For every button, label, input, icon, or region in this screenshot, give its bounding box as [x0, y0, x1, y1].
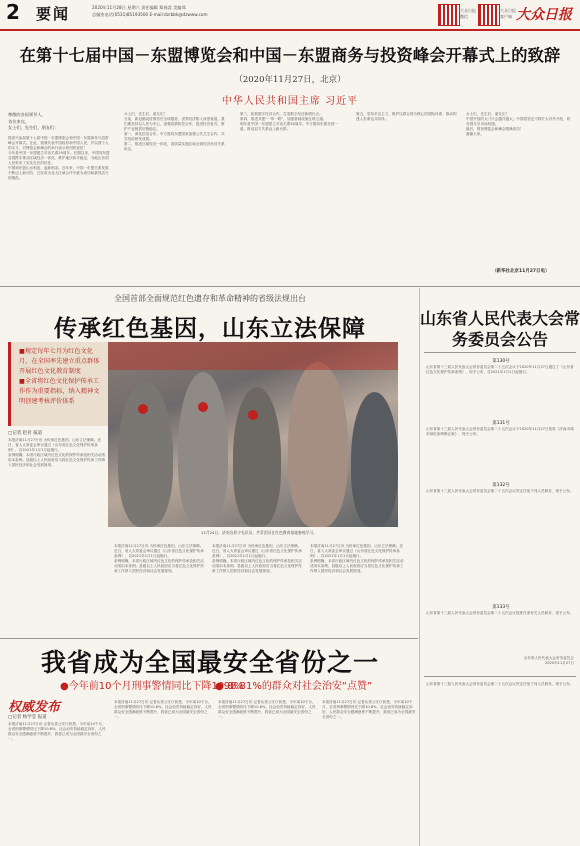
column-divider: [419, 288, 420, 846]
main-body-col5: 女士们、先生们、朋友们！ 中国开放的大门只会越开越大。中国将坚定不移扩大对外开放，同各国分享市场机遇。 最后，预祝博览会和峰会圆满成功！ 谢谢大家。: [466, 112, 571, 136]
notice-number: 第130号: [492, 359, 510, 364]
notice-text: 山东省第十三届人民代表大会常务委员会第二十五次会议于2020年11月27日通过了《山东省红色文化保护传承条例》，现予公布，自2021年1月1日起施行。: [426, 365, 574, 374]
main-date: （2020年11月27日，北京）: [234, 75, 346, 85]
sidebar-rule: [424, 676, 576, 677]
law-callout-text: ■规定每年七月为红色文化月，在全国率先建立重点群体开展红色文化教育制度 ■全省将红色文化保护传承工作作为重要指标，纳入精神文明创建考核评价体系: [19, 348, 100, 405]
safety-body-col2: 本报济南11月27日讯 记者从省公安厅获悉，今年前10个月，全省刑事警情同比下降10.8%，社会治安持续稳定向好，人民群众安全感满意度不断提升，我省已成为全国最安全省份之一。: [114, 700, 212, 719]
main-author: 中华人民共和国主席 习近平: [221, 96, 359, 107]
law-byline: □记者 赵君 报道: [8, 431, 43, 436]
column-logo: 权威发布: [8, 700, 61, 715]
qr-label: 大众日报客户端: [500, 8, 516, 19]
section-divider: [0, 286, 580, 287]
salutation: 尊敬的各国领导人， 各位来宾， 女士们，先生们，朋友们：: [8, 112, 59, 130]
law-body-col4: 本报济南11月27日讯 为传承红色基因，山东立法保障。近日，省人大常委会审议通过《山东省红色文化保护传承条例》，自2021年1月1日起施行。 条例明确，本省行政区域内红色文化的保护传承及相关活动适用本条例。县级以上人民政府应当将红色文化保护传承工作纳入国民经济和社会发展规划。: [310, 544, 404, 573]
notice-number: 第133号: [492, 605, 510, 610]
newspaper-logo: 大众日报: [516, 7, 572, 23]
source-note: （新华社北京11月27日电）: [492, 269, 550, 274]
page-number: 2: [6, 0, 20, 24]
qr-code-icon: [438, 4, 460, 26]
sidebar-extra-text: 山东省第十三届人民代表大会常务委员会第二十五次会议决定任免下列人员职务，现予公布。: [426, 682, 574, 686]
law-body-col2: 本报济南11月27日讯 为传承红色基因，山东立法保障。近日，省人大常委会审议通过《山东省红色文化保护传承条例》，自2021年1月1日起施行。 条例明确，本省行政区域内红色文化的保护传承及相关活动适用本条例。县级以上人民政府应当将红色文化保护传承工作纳入国民经济和社会发展规划。: [114, 544, 204, 573]
sidebar-title: 山东省人民代表大会常务委员会公告: [420, 309, 580, 349]
law-body-col1: 本报济南11月27日讯 为传承红色基因，山东立法保障。近日，省人大常委会审议通过《山东省红色文化保护传承条例》，自2021年1月1日起施行。 条例明确，本省行政区域内红色文化的保护传承及相关活动适用本条例。县级以上人民政府应当将红色文化保护传承工作纳入国民经济和社会发展规划。: [8, 438, 106, 467]
main-body-col4: 第五，坚持多边主义，维护以联合国为核心的国际体系，推动构建人类命运共同体。: [356, 112, 457, 121]
main-body-col1: 很高兴参加第十七届中国－东盟博览会和中国－东盟商务与投资峰会开幕式。在此，我谨代表中国政府和中国人民，并以我个人的名义，对博览会和峰会的举行表示热烈的祝贺！ 今年是中国－东盟建立对话关系29周年。长期以来，中国同东盟各国携手推动区域经济一体化、维护地区和平稳定，为地区各国人民带来了实实在在的好处。 中国和东盟山水相连、血脉相亲。近年来，中国－东盟关系发展不断迈上新台阶，已经成为亚太区域合作中最为成功和最具活力的典范。: [8, 136, 110, 180]
safety-subhead: ●今年前10个月刑事警情同比下降10.8%: [60, 681, 244, 692]
safety-body-col3: 本报济南11月27日讯 记者从省公安厅获悉，今年前10个月，全省刑事警情同比下降10.8%，社会治安持续稳定向好，人民群众安全感满意度不断提升，我省已成为全国最安全省份之一。: [218, 700, 316, 719]
header-meta-line: 2020年11月28日 星期六 责任编辑 郑春睿 美编郑: [92, 5, 186, 10]
section-divider: [0, 638, 418, 639]
safety-subhead: ●98.81%的群众对社会治安“点赞”: [215, 681, 373, 692]
notice: [426, 482, 576, 602]
notice: [426, 604, 576, 654]
photo-caption: 11月24日，济南各界少先队员、共青团员在红色教育基地参观学习。: [201, 530, 317, 535]
law-body-col3: 本报济南11月27日讯 为传承红色基因，山东立法保障。近日，省人大常委会审议通过《山东省红色文化保护传承条例》，自2021年1月1日起施行。 条例明确，本省行政区域内红色文化的保护传承及相关活动适用本条例。县级以上人民政府应当将红色文化保护传承工作纳入国民经济和社会发展规划。: [212, 544, 302, 573]
notice-footer: 山东省人民代表大会常务委员会 2020年11月27日: [523, 656, 574, 665]
notice: [426, 420, 576, 480]
notice-text: 山东省第十三届人民代表大会常务委员会第二十五次会议批准任命有关人员职务，现予公布。: [426, 611, 574, 615]
safety-byline: □记者 杨学莹 报道: [8, 715, 47, 720]
safety-headline: 我省成为全国最安全省份之一: [40, 648, 379, 677]
notice-number: 第132号: [492, 483, 510, 488]
notice-text: 山东省第十三届人民代表大会常务委员会第二十五次会议于2020年11月27日批准《济南市城市绿化条例修正案》，现予公布。: [426, 427, 574, 436]
sidebar-rule: [424, 352, 576, 353]
safety-body-col4: 本报济南11月27日讯 记者从省公安厅获悉，今年前10个月，全省刑事警情同比下降10.8%，社会治安持续稳定向好，人民群众安全感满意度不断提升，我省已成为全国最安全省份之一。: [322, 700, 416, 719]
header-rule: [0, 29, 580, 31]
safety-body-col1: 本报济南11月27日讯 记者从省公安厅获悉，今年前10个月，全省刑事警情同比下降10.8%，社会治安持续稳定向好，人民群众安全感满意度不断提升，我省已成为全国最安全省份之一。: [8, 722, 106, 741]
law-callout: [8, 342, 109, 426]
section-name: 要闻: [36, 5, 71, 23]
qr-label: 大众日报微信: [460, 8, 476, 19]
header-meta: [92, 4, 302, 18]
law-teaser: 全国首部全面规范红色遗存和革命精神的省级法规出台: [114, 294, 306, 303]
notice-number: 第131号: [492, 421, 510, 426]
main-body-col2: 女士们、先生们、朋友们！ 当前，新冠肺炎疫情仍在全球蔓延，世界经济陷入深度衰退。我们要坚持以人民为中心，加强疫情防控合作，促进经济复苏，维护产业链供应链稳定。 第一，深化抗疫合作。中方愿同东盟国家加强公共卫生合作，共享疫苗研发成果。 第二，推进区域经济一体化，高质量实施区域全面经济伙伴关系协定。: [124, 112, 225, 151]
main-headline: 在第十七届中国－东盟博览会和中国－东盟商务与投资峰会开幕式上的致辞: [19, 46, 561, 65]
law-headline: 传承红色基因，山东立法保障: [54, 316, 366, 342]
news-photo: [108, 342, 398, 527]
notice: [426, 358, 576, 418]
header-meta-line: 总编室电话(0531)85193500 E-mail:dzrbbk@dzwww.com: [92, 12, 208, 17]
qr-code-icon: [478, 4, 500, 26]
main-body-col3: 第三，拓展数字经济合作，打造数字经济新增长点。 第四，推进共建“一带一路”，加强基础设施互联互通。 明年是中国－东盟建立对话关系30周年。中方愿同东盟各国一道，推动双方关系迈上新台阶。: [240, 112, 339, 131]
notice-text: 山东省第十三届人民代表大会常务委员会第二十五次会议决定任免下列人员职务，现予公布。: [426, 489, 574, 493]
